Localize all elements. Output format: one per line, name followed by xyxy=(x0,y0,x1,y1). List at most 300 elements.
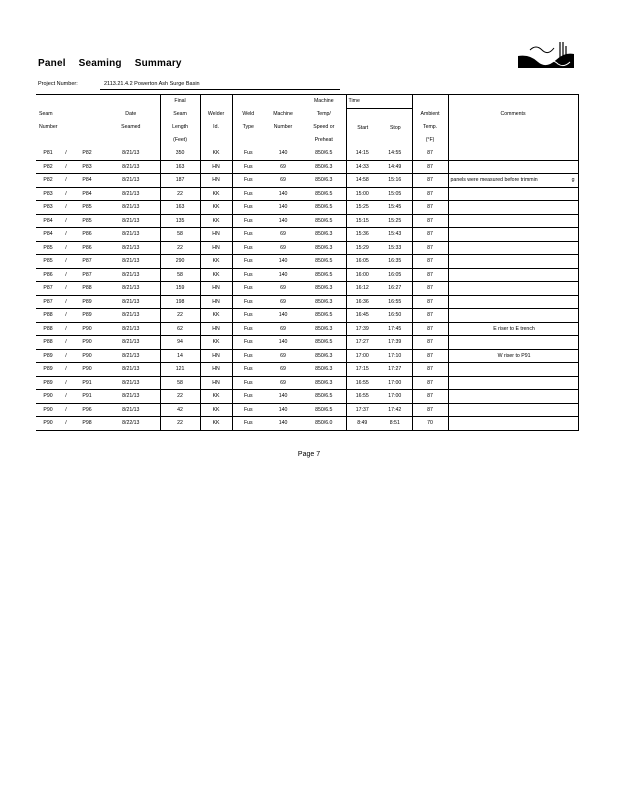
weld-type: Fus xyxy=(232,376,264,390)
seam-separator: / xyxy=(60,376,72,390)
date-seamed: 8/21/13 xyxy=(102,282,160,296)
weld-type: Fus xyxy=(232,187,264,201)
seam-panel-a: P85 xyxy=(36,255,60,269)
weld-type: Fus xyxy=(232,349,264,363)
hdr-ambient-3: (°F) xyxy=(425,137,435,143)
weld-type: Fus xyxy=(232,174,264,188)
seam-panel-a: P82 xyxy=(36,174,60,188)
time-start: 15:25 xyxy=(346,201,378,215)
date-seamed: 8/21/13 xyxy=(102,295,160,309)
table-row xyxy=(36,255,578,269)
welder-id: HN xyxy=(200,376,232,390)
seam-panel-a: P90 xyxy=(36,417,60,431)
machine-number: 140 xyxy=(264,255,302,269)
machine-number: 140 xyxy=(264,187,302,201)
seam-panel-b: P90 xyxy=(72,349,102,363)
comment-cell xyxy=(448,255,578,269)
seam-panel-b: P87 xyxy=(72,268,102,282)
date-seamed: 8/21/13 xyxy=(102,214,160,228)
machine-temp: 850/6.5 xyxy=(302,336,346,350)
seam-length: 198 xyxy=(160,295,200,309)
seam-separator: / xyxy=(60,147,72,160)
table-row xyxy=(36,268,578,282)
ambient-temp: 87 xyxy=(412,403,448,417)
machine-number: 140 xyxy=(264,268,302,282)
machine-temp: 850/6.0 xyxy=(302,417,346,431)
seam-length: 42 xyxy=(160,403,200,417)
seam-panel-b: P89 xyxy=(72,295,102,309)
time-start: 17:00 xyxy=(346,349,378,363)
machine-number: 69 xyxy=(264,376,302,390)
panel-seaming-table xyxy=(36,94,579,431)
seam-separator: / xyxy=(60,295,72,309)
seam-length: 22 xyxy=(160,309,200,323)
weld-type: Fus xyxy=(232,309,264,323)
hdr-final-4: (Feet) xyxy=(173,137,187,143)
time-start: 14:58 xyxy=(346,174,378,188)
date-seamed: 8/21/13 xyxy=(102,268,160,282)
time-start: 16:12 xyxy=(346,282,378,296)
machine-number: 140 xyxy=(264,147,302,160)
machine-number: 140 xyxy=(264,403,302,417)
seam-length: 58 xyxy=(160,268,200,282)
machine-number: 69 xyxy=(264,228,302,242)
seam-panel-a: P82 xyxy=(36,160,60,174)
comment-cell xyxy=(448,322,578,336)
machine-temp: 850/6.3 xyxy=(302,349,346,363)
seam-panel-a: P89 xyxy=(36,376,60,390)
seam-length: 121 xyxy=(160,363,200,377)
company-logo-icon xyxy=(516,38,576,70)
machine-temp: 850/6.5 xyxy=(302,268,346,282)
machine-temp: 850/6.3 xyxy=(302,295,346,309)
comment-cell xyxy=(448,349,578,363)
welder-id: KK xyxy=(200,147,232,160)
machine-temp: 850/6.5 xyxy=(302,147,346,160)
seam-panel-a: P81 xyxy=(36,147,60,160)
time-start: 17:15 xyxy=(346,363,378,377)
time-start: 15:29 xyxy=(346,241,378,255)
table-row xyxy=(36,201,578,215)
comment-cell xyxy=(448,376,578,390)
page-footer: Page 7 xyxy=(297,451,321,458)
time-stop: 16:35 xyxy=(378,255,412,269)
seam-panel-b: P91 xyxy=(72,390,102,404)
comment-cell xyxy=(448,336,578,350)
time-start: 15:36 xyxy=(346,228,378,242)
time-stop: 16:05 xyxy=(378,268,412,282)
date-seamed: 8/21/13 xyxy=(102,187,160,201)
date-seamed: 8/21/13 xyxy=(102,336,160,350)
table-row xyxy=(36,174,578,188)
date-seamed: 8/21/13 xyxy=(102,309,160,323)
date-seamed: 8/21/13 xyxy=(102,363,160,377)
date-seamed: 8/21/13 xyxy=(102,376,160,390)
ambient-temp: 87 xyxy=(412,147,448,160)
ambient-temp: 87 xyxy=(412,336,448,350)
seam-separator: / xyxy=(60,228,72,242)
ambient-temp: 87 xyxy=(412,228,448,242)
ambient-temp: 87 xyxy=(412,349,448,363)
time-stop: 15:43 xyxy=(378,228,412,242)
date-seamed: 8/21/13 xyxy=(102,160,160,174)
seam-separator: / xyxy=(60,309,72,323)
table-row xyxy=(36,160,578,174)
hdr-ambient-1: Ambient xyxy=(420,111,440,117)
welder-id: HN xyxy=(200,349,232,363)
hdr-final-1: Final xyxy=(174,98,186,104)
seam-panel-b: P98 xyxy=(72,417,102,431)
welder-id: HN xyxy=(200,295,232,309)
seam-separator: / xyxy=(60,160,72,174)
comment-text: W riser to P91 xyxy=(497,352,531,359)
weld-type: Fus xyxy=(232,336,264,350)
table-row xyxy=(36,403,578,417)
machine-temp: 850/6.5 xyxy=(302,403,346,417)
weld-type: Fus xyxy=(232,214,264,228)
time-stop: 16:27 xyxy=(378,282,412,296)
ambient-temp: 70 xyxy=(412,417,448,431)
hdr-blank xyxy=(39,98,40,104)
time-start: 17:37 xyxy=(346,403,378,417)
weld-type: Fus xyxy=(232,241,264,255)
time-start: 16:45 xyxy=(346,309,378,323)
time-start: 14:15 xyxy=(346,147,378,160)
date-seamed: 8/22/13 xyxy=(102,417,160,431)
project-underline xyxy=(100,89,340,90)
time-stop: 16:50 xyxy=(378,309,412,323)
hdr-weld-1: Weld xyxy=(242,111,255,117)
seam-separator: / xyxy=(60,241,72,255)
welder-id: KK xyxy=(200,417,232,431)
seam-panel-b: P91 xyxy=(72,376,102,390)
time-start: 16:36 xyxy=(346,295,378,309)
seam-length: 22 xyxy=(160,417,200,431)
comment-cell xyxy=(448,268,578,282)
time-stop: 17:39 xyxy=(378,336,412,350)
seam-separator: / xyxy=(60,187,72,201)
machine-number: 69 xyxy=(264,363,302,377)
time-stop: 15:45 xyxy=(378,201,412,215)
seam-separator: / xyxy=(60,336,72,350)
seam-separator: / xyxy=(60,390,72,404)
weld-type: Fus xyxy=(232,201,264,215)
time-start: 17:27 xyxy=(346,336,378,350)
seam-panel-a: P87 xyxy=(36,282,60,296)
seam-separator: / xyxy=(60,349,72,363)
welder-id: KK xyxy=(200,403,232,417)
comment-cell xyxy=(448,174,578,188)
seam-length: 163 xyxy=(160,160,200,174)
seam-length: 187 xyxy=(160,174,200,188)
ambient-temp: 87 xyxy=(412,376,448,390)
hdr-machine-1: Machine xyxy=(273,111,293,117)
date-seamed: 8/21/13 xyxy=(102,349,160,363)
seam-panel-b: P83 xyxy=(72,160,102,174)
time-stop: 14:55 xyxy=(378,147,412,160)
seam-panel-a: P90 xyxy=(36,390,60,404)
seam-panel-a: P90 xyxy=(36,403,60,417)
seam-panel-b: P82 xyxy=(72,147,102,160)
seam-panel-b: P90 xyxy=(72,363,102,377)
welder-id: KK xyxy=(200,309,232,323)
machine-temp: 850/6.5 xyxy=(302,255,346,269)
machine-number: 69 xyxy=(264,174,302,188)
seam-length: 62 xyxy=(160,322,200,336)
machine-number: 69 xyxy=(264,349,302,363)
time-start: 17:39 xyxy=(346,322,378,336)
time-start: 16:55 xyxy=(346,376,378,390)
welder-id: HN xyxy=(200,322,232,336)
comment-text: panels were measured before trimmin xyxy=(450,177,538,184)
seam-panel-b: P86 xyxy=(72,228,102,242)
time-stop: 17:42 xyxy=(378,403,412,417)
seam-separator: / xyxy=(60,174,72,188)
seam-panel-b: P85 xyxy=(72,214,102,228)
seam-length: 159 xyxy=(160,282,200,296)
welder-id: KK xyxy=(200,336,232,350)
machine-temp: 850/6.5 xyxy=(302,214,346,228)
seam-length: 163 xyxy=(160,201,200,215)
seam-separator: / xyxy=(60,201,72,215)
comment-overflow-text: g xyxy=(571,177,575,184)
seam-separator: / xyxy=(60,282,72,296)
time-stop: 15:25 xyxy=(378,214,412,228)
time-start: 15:00 xyxy=(346,187,378,201)
table-row xyxy=(36,228,578,242)
hdr-welder-2: Id. xyxy=(213,124,219,130)
ambient-temp: 87 xyxy=(412,187,448,201)
hdr-time: Time xyxy=(347,95,412,109)
machine-number: 140 xyxy=(264,417,302,431)
time-stop: 17:00 xyxy=(378,390,412,404)
hdr-final-2: Seam xyxy=(173,111,187,117)
seam-separator: / xyxy=(60,363,72,377)
seam-panel-b: P96 xyxy=(72,403,102,417)
time-start: 16:55 xyxy=(346,390,378,404)
hdr-date-1: Date xyxy=(125,111,137,117)
time-stop: 15:16 xyxy=(378,174,412,188)
seam-panel-a: P87 xyxy=(36,295,60,309)
welder-id: HN xyxy=(200,363,232,377)
seam-panel-b: P84 xyxy=(72,174,102,188)
hdr-welder-1: Welder xyxy=(207,111,225,117)
ambient-temp: 87 xyxy=(412,201,448,215)
seam-panel-a: P86 xyxy=(36,268,60,282)
date-seamed: 8/21/13 xyxy=(102,390,160,404)
machine-number: 140 xyxy=(264,309,302,323)
date-seamed: 8/21/13 xyxy=(102,201,160,215)
time-start: 16:00 xyxy=(346,268,378,282)
time-start: 15:15 xyxy=(346,214,378,228)
machine-temp: 850/6.3 xyxy=(302,160,346,174)
ambient-temp: 87 xyxy=(412,174,448,188)
time-stop: 8:51 xyxy=(378,417,412,431)
table-row xyxy=(36,295,578,309)
seam-length: 22 xyxy=(160,390,200,404)
hdr-temp-3: Speed or xyxy=(313,124,335,130)
time-start: 16:05 xyxy=(346,255,378,269)
date-seamed: 8/21/13 xyxy=(102,228,160,242)
machine-temp: 850/6.3 xyxy=(302,282,346,296)
seam-length: 14 xyxy=(160,349,200,363)
comment-cell xyxy=(448,390,578,404)
ambient-temp: 87 xyxy=(412,160,448,174)
welder-id: HN xyxy=(200,228,232,242)
time-stop: 16:55 xyxy=(378,295,412,309)
machine-number: 140 xyxy=(264,214,302,228)
time-stop: 15:05 xyxy=(378,187,412,201)
welder-id: HN xyxy=(200,160,232,174)
seam-panel-a: P85 xyxy=(36,241,60,255)
ambient-temp: 87 xyxy=(412,255,448,269)
hdr-stop: Stop xyxy=(389,125,401,131)
weld-type: Fus xyxy=(232,147,264,160)
seam-separator: / xyxy=(60,268,72,282)
comment-cell xyxy=(448,295,578,309)
time-stop: 15:33 xyxy=(378,241,412,255)
machine-number: 140 xyxy=(264,336,302,350)
table-row xyxy=(36,309,578,323)
table-row xyxy=(36,214,578,228)
table-row xyxy=(36,376,578,390)
date-seamed: 8/21/13 xyxy=(102,241,160,255)
seam-panel-b: P90 xyxy=(72,336,102,350)
seam-panel-b: P87 xyxy=(72,255,102,269)
weld-type: Fus xyxy=(232,228,264,242)
seam-panel-b: P86 xyxy=(72,241,102,255)
date-seamed: 8/21/13 xyxy=(102,174,160,188)
comment-cell xyxy=(448,241,578,255)
date-seamed: 8/21/13 xyxy=(102,322,160,336)
comment-cell xyxy=(448,228,578,242)
seam-length: 135 xyxy=(160,214,200,228)
machine-temp: 850/6.5 xyxy=(302,390,346,404)
time-stop: 17:27 xyxy=(378,363,412,377)
seam-length: 22 xyxy=(160,241,200,255)
seam-panel-a: P83 xyxy=(36,187,60,201)
hdr-final-3: Length xyxy=(172,124,188,130)
machine-temp: 850/6.3 xyxy=(302,174,346,188)
ambient-temp: 87 xyxy=(412,295,448,309)
comment-cell xyxy=(448,187,578,201)
seam-panel-a: P88 xyxy=(36,322,60,336)
hdr-machine-2: Number xyxy=(273,124,293,130)
hdr-seam-1: Seam xyxy=(39,111,53,117)
time-stop: 17:00 xyxy=(378,376,412,390)
seam-separator: / xyxy=(60,403,72,417)
ambient-temp: 87 xyxy=(412,390,448,404)
weld-type: Fus xyxy=(232,403,264,417)
seam-length: 22 xyxy=(160,187,200,201)
machine-number: 69 xyxy=(264,322,302,336)
comment-text: E riser to E trench xyxy=(493,325,535,332)
comment-cell xyxy=(448,363,578,377)
seam-panel-a: P88 xyxy=(36,309,60,323)
machine-number: 69 xyxy=(264,282,302,296)
page-title: Panel Seaming Summary xyxy=(38,58,182,69)
table-row xyxy=(36,363,578,377)
table-body xyxy=(36,147,578,430)
comment-cell xyxy=(448,147,578,160)
table-row xyxy=(36,336,578,350)
date-seamed: 8/21/13 xyxy=(102,147,160,160)
machine-temp: 850/6.3 xyxy=(302,228,346,242)
seam-separator: / xyxy=(60,417,72,431)
comment-cell xyxy=(448,309,578,323)
machine-temp: 850/6.3 xyxy=(302,376,346,390)
comment-cell xyxy=(448,201,578,215)
weld-type: Fus xyxy=(232,268,264,282)
hdr-temp-1: Machine xyxy=(313,98,334,104)
hdr-seam-2: Number xyxy=(39,124,58,130)
hdr-ambient-2: Temp. xyxy=(422,124,438,130)
seam-length: 94 xyxy=(160,336,200,350)
machine-number: 69 xyxy=(264,295,302,309)
machine-temp: 850/6.3 xyxy=(302,363,346,377)
seam-panel-a: P88 xyxy=(36,336,60,350)
ambient-temp: 87 xyxy=(412,309,448,323)
comment-cell xyxy=(448,160,578,174)
date-seamed: 8/21/13 xyxy=(102,403,160,417)
seam-panel-b: P84 xyxy=(72,187,102,201)
hdr-temp-4: Preheat xyxy=(314,137,333,143)
ambient-temp: 87 xyxy=(412,363,448,377)
table-row xyxy=(36,282,578,296)
comment-cell xyxy=(448,214,578,228)
time-stop: 17:10 xyxy=(378,349,412,363)
machine-number: 140 xyxy=(264,201,302,215)
project-number-label: Project Number: xyxy=(38,81,78,87)
seam-panel-a: P89 xyxy=(36,349,60,363)
seam-panel-a: P84 xyxy=(36,214,60,228)
time-stop: 17:45 xyxy=(378,322,412,336)
ambient-temp: 87 xyxy=(412,282,448,296)
table-row xyxy=(36,241,578,255)
welder-id: HN xyxy=(200,174,232,188)
weld-type: Fus xyxy=(232,295,264,309)
seam-separator: / xyxy=(60,322,72,336)
seam-panel-a: P83 xyxy=(36,201,60,215)
welder-id: HN xyxy=(200,241,232,255)
seam-panel-b: P85 xyxy=(72,201,102,215)
seam-length: 290 xyxy=(160,255,200,269)
welder-id: KK xyxy=(200,268,232,282)
hdr-date-2: Seamed xyxy=(121,124,141,130)
hdr-start: Start xyxy=(357,125,369,131)
table-row xyxy=(36,147,578,160)
welder-id: KK xyxy=(200,214,232,228)
machine-number: 69 xyxy=(264,241,302,255)
seam-separator: / xyxy=(60,214,72,228)
ambient-temp: 87 xyxy=(412,241,448,255)
welder-id: KK xyxy=(200,255,232,269)
machine-temp: 850/6.5 xyxy=(302,201,346,215)
machine-temp: 850/6.5 xyxy=(302,187,346,201)
comment-cell xyxy=(448,417,578,431)
seam-panel-b: P88 xyxy=(72,282,102,296)
seam-panel-b: P89 xyxy=(72,309,102,323)
weld-type: Fus xyxy=(232,363,264,377)
table-row xyxy=(36,390,578,404)
time-start: 8:49 xyxy=(346,417,378,431)
welder-id: KK xyxy=(200,187,232,201)
weld-type: Fus xyxy=(232,255,264,269)
weld-type: Fus xyxy=(232,160,264,174)
time-start: 14:33 xyxy=(346,160,378,174)
welder-id: HN xyxy=(200,282,232,296)
hdr-comments: Comments xyxy=(500,111,526,117)
